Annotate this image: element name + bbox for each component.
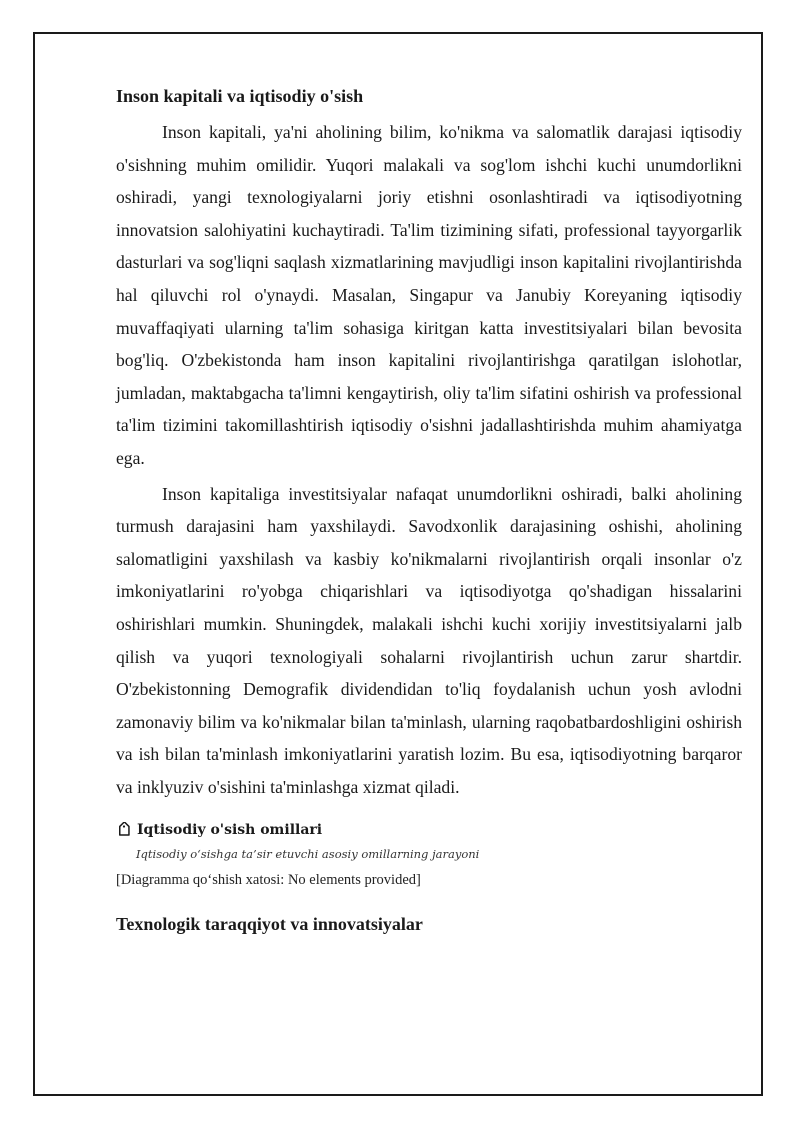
paragraph-2: Inson kapitaliga investitsiyalar nafaqat unumdorlikni oshiradi, balki aholining turmush darajasini ham yaxshilaydi. Savodxonlik darajasining oshishi, aholining salomatligini yaxshilash va kasbiy ko'nikmalarni rivojlantirish orqali insonlar o'z imkoniyatlarini ro'yobga chiqarishlari va iqtisodiyotga qo'shadigan hissalarini oshirishlari mumkin. Shuningdek, malakali ishchi kuchi xorijiy investitsiyalarni jalb qilish va yuqori texnologiyali sohalarni rivojlantirish uchun zarur shartdir. O'zbekistonning Demografik dividendidan to'liq foydalanish uchun yosh avlodni zamonaviy bilim va ko'nikmalar bilan ta'minlash, ularning raqobatbardoshligini oshirish va ish bilan ta'minlash imkoniyatlarini yaratish lozim. Bu esa, iqtisodiyotning barqaror va inklyuziv o'sishini ta'minlashga xizmat qiladi. bbox=[116, 483, 742, 797]
section-heading-human-capital: Inson kapitali va iqtisodiy o'sish bbox=[116, 86, 364, 106]
diagram-title-row bbox=[116, 819, 742, 841]
diagram-title: Iqtisodiy o'sish omillari bbox=[137, 822, 323, 839]
tag-icon bbox=[116, 822, 132, 838]
section-heading-technology: Texnologik taraqqiyot va innovatsiyalar bbox=[116, 914, 423, 935]
paragraph-1: Inson kapitali, ya'ni aholining bilim, ko'nikma va salomatlik darajasi iqtisodiy o'sishning muhim omilidir. Yuqori malakali va sog'lom ishchi kuchi unumdorlikni oshiradi, yangi texnologiyalarni joriy etishni osonlashtiradi va iqtisodiyotning innovatsion salohiyatini kuchaytiradi. Ta'lim tizimining sifati, professional tayyorgarlik dasturlari va sog'liqni saqlash xizmatlarining mavjudligi inson kapitalini rivojlantirishda hal qiluvchi rol o'ynaydi. Masalan, Singapur va Janubiy Koreyaning iqtisodiy muvaffaqiyati ularning ta'lim sohasiga kiritgan katta investitsiyalari bilan bevosita bog'liq. O'zbekistonda ham inson kapitalini rivojlantirishga qaratilgan islohotlar, jumladan, maktabgacha ta'limni kengaytirish, oliy ta'lim sifatini oshirish va professional ta'lim tizimini takomillashtirish iqtisodiy o'sishni jadallashtirishda muhim ahamiyatga ega. bbox=[116, 122, 742, 468]
diagram-placeholder bbox=[116, 819, 742, 892]
document-body bbox=[116, 84, 742, 936]
diagram-error-message: [Diagramma qo‘shish xatosi: No elements provided] bbox=[116, 872, 421, 889]
diagram-subtitle: Iqtisodiy o‘sishga ta’sir etuvchi asosiy omillarning jarayoni bbox=[136, 847, 480, 862]
